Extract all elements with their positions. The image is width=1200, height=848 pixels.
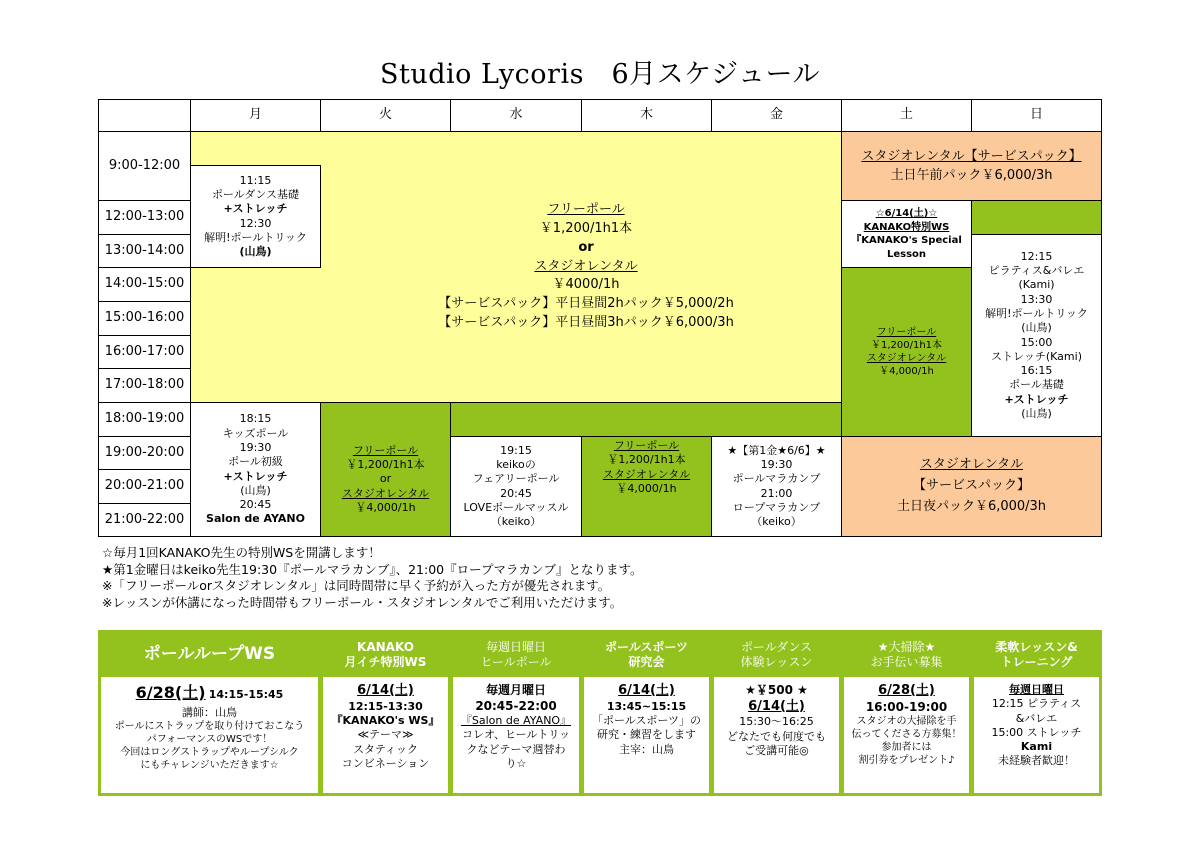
info-block-trial-lesson [711, 630, 842, 796]
lesson-name: キッズポール [222, 426, 289, 440]
time-label: 18:00-19:00 [98, 402, 191, 437]
time-label: 12:00-13:00 [98, 200, 191, 235]
ws-subtitle: 『KANAKO's Special [851, 235, 962, 246]
heading-line: ヒールポール [480, 655, 552, 669]
description: スタジオの大掃除を手 [856, 716, 957, 728]
wed-evening-lessons [450, 436, 582, 537]
lesson-time: 11:15 [239, 173, 272, 187]
info-block-pole-sports [581, 630, 712, 796]
lesson-name: ピラティス&バレエ [988, 264, 1085, 278]
instructor: Kami [1020, 740, 1053, 754]
lesson-time: 18:15 [239, 412, 272, 426]
time-label: 9:00-12:00 [98, 131, 191, 201]
heading-line: 柔軟レッスン& [995, 640, 1078, 654]
description: 主宰：山鳥 [619, 742, 674, 756]
heading-line: ★大掃除★ [877, 640, 936, 654]
studio-rental-label: スタジオレンタル [534, 258, 638, 274]
time-label: 16:00-17:00 [98, 335, 191, 369]
block-body [323, 677, 448, 771]
lesson-time: 12:15 [1020, 249, 1053, 263]
schedule-day: 毎週日曜日 [1009, 683, 1064, 696]
heading-line: トレーニング [1000, 655, 1073, 669]
block-heading [974, 633, 1099, 677]
event-date: 6/14(土) [618, 683, 675, 698]
block-body [974, 677, 1099, 769]
event-name: 『Salon de AYANO』 [460, 714, 572, 728]
lesson-extra: +ストレッチ [223, 202, 288, 216]
sun-green-slot [971, 200, 1102, 235]
description: 研究・練習をします [597, 728, 696, 742]
lesson-time: 19:15 [500, 443, 532, 457]
mon-evening-lessons [190, 402, 321, 537]
date-line [136, 683, 284, 704]
studio-rental-price: ￥4000/1h [552, 277, 620, 293]
studio-rental-price: ￥4,000/1h [616, 481, 677, 495]
event-time: 12:15-13:30 [348, 699, 423, 713]
heading-line: ポールループWS [143, 644, 276, 665]
rental-title: スタジオレンタル【サービスパック】 [861, 148, 1082, 164]
event-name: 『KANAKO's WS』 [331, 714, 440, 728]
free-pole-label: フリーポール [547, 202, 625, 218]
lesson-time: 20:45 [500, 486, 532, 500]
instructor: (山鳥) [240, 483, 271, 497]
info-block-heel-pole [450, 630, 582, 796]
ws-date: ☆6/14(土)☆ [875, 208, 938, 219]
instructor: (Kami) [1018, 278, 1055, 292]
lesson-name: 解明!ポールトリック [204, 230, 307, 244]
description: 伝ってくださる方募集！ [851, 729, 962, 741]
lesson-time: 21:00 [760, 486, 793, 500]
corner-cell [98, 99, 191, 132]
event-time: 14:15-15:45 [208, 688, 284, 701]
heading-line: 毎週日曜日 [485, 640, 546, 654]
instructor: （keiko） [751, 515, 802, 529]
day-header-fri: 金 [711, 99, 842, 132]
lesson-time: 19:30 [760, 457, 793, 471]
description: 割引券をプレゼント♪ [858, 755, 955, 767]
sat-free-pole [841, 267, 972, 437]
lesson-line: 15:00 ストレッチ [991, 725, 1082, 739]
description: コンビネーション [341, 757, 430, 771]
day-header-sat: 土 [841, 99, 972, 132]
description: ご受講可能◎ [744, 744, 809, 758]
note: ※レッスンが休講になった時間帯もフリーポール・スタジオレンタルでご利用いただけます。 [102, 594, 623, 610]
free-pole-price: ￥1,200/1h1本 [346, 458, 425, 472]
service-pack-3h: 【サービスパック】平日昼間3hパック￥6,000/3h [438, 315, 734, 331]
lesson-line: 12:15 ピラティス [991, 697, 1082, 711]
lesson-time: 12:30 [239, 216, 272, 230]
event-date: 6/28(土) [135, 683, 206, 702]
description: にもチャレンジいただきます☆ [140, 760, 279, 772]
lesson-name: LOVEポールマッスル [463, 500, 569, 514]
description: どなたでも何度でも [727, 729, 826, 743]
free-pole-label: フリーポール [876, 327, 937, 338]
lesson-name: keikoの [496, 457, 536, 471]
notes [102, 545, 642, 611]
lesson-time: 20:45 [239, 498, 272, 512]
lesson-name: フェアリーポール [472, 472, 560, 486]
block-heading [453, 633, 579, 677]
lesson-name: Salon de AYANO [206, 512, 305, 526]
lesson-extra: +ストレッチ [1004, 392, 1069, 406]
free-pole-price: ￥1,200/1h1本 [870, 340, 943, 351]
note: ※「フリーポールorスタジオレンタル」は同時間帯に早く予約が入った方が優先されます。 [102, 578, 611, 593]
description: ≪テーマ≫ [357, 728, 414, 742]
sat-special-ws [841, 200, 972, 268]
free-pole-label: フリーポール [352, 443, 419, 457]
info-block-kanako-ws [320, 630, 451, 796]
time-label: 14:00-15:00 [98, 267, 191, 302]
time-label: 17:00-18:00 [98, 368, 191, 403]
description: 「ポールスポーツ」の [591, 714, 701, 728]
heading-line: 体験レッスン [740, 655, 813, 669]
rental-price: 土日午前パック￥6,000/3h [890, 168, 1053, 183]
lesson-time: 16:15 [1020, 364, 1053, 378]
weekend-morning-rental [841, 131, 1102, 201]
day-header-sun: 日 [971, 99, 1102, 132]
page-title: Studio Lycoris 6月スケジュール [379, 59, 821, 90]
weekend-night-rental [841, 436, 1102, 537]
heading-line: お手伝い募集 [870, 655, 943, 669]
lesson-name: ポールダンス基礎 [211, 187, 300, 201]
block-body [453, 677, 579, 771]
rental-price: 土日夜パック￥6,000/3h [896, 498, 1047, 514]
description: クなどテーマ週替わ [466, 742, 566, 756]
instructor: (山鳥) [239, 245, 272, 259]
lesson-name: ポール基礎 [1009, 378, 1064, 392]
heading-line: ポールダンス [740, 640, 813, 654]
note: ☆毎月1回KANAKO先生の特別WSを開講します！ [102, 545, 381, 560]
sun-lessons [971, 234, 1102, 437]
instructor: （keiko） [490, 515, 542, 529]
event-date: 6/28(土) [878, 683, 935, 698]
rental-pack: 【サービスパック】 [912, 478, 1030, 494]
time-label: 13:00-14:00 [98, 234, 191, 268]
instructor: 講師：山鳥 [182, 705, 237, 719]
lesson-name: 解明!ポールトリック [985, 306, 1088, 320]
info-block-cleaning [841, 630, 972, 796]
info-block-pole-loop-ws [98, 630, 321, 796]
studio-rental-price: ￥4,000/1h [879, 366, 934, 377]
block-heading [844, 633, 969, 677]
lesson-name: ストレッチ(Kami) [990, 349, 1082, 363]
description: 参加者には [881, 742, 932, 754]
lesson-name: ポール初級 [228, 455, 283, 469]
day-header-tue: 火 [320, 99, 451, 132]
description: 未経験者歓迎！ [998, 754, 1075, 768]
ws-name: KANAKO特別WS [863, 221, 950, 233]
time-label: 15:00-16:00 [98, 301, 191, 336]
free-pole-price: ￥1,200/1h1本 [607, 453, 686, 467]
fri-evening-lessons [711, 436, 842, 537]
time-label: 20:00-21:00 [98, 469, 191, 504]
event-date: 6/14(土) [748, 698, 805, 714]
lesson-line: &バレエ [1015, 711, 1058, 725]
description: 今回はロングストラップやループシルク [120, 747, 299, 759]
lesson-name: ポールマラカンブ [732, 472, 821, 486]
note: ★第1金曜日はkeiko先生19:30『ポールマラカンブ』、21:00『ロープマラカンブ』となります。 [102, 561, 643, 577]
block-body [584, 677, 709, 757]
block-heading [584, 633, 709, 677]
or-label: or [578, 239, 594, 255]
block-heading [101, 633, 318, 677]
event-time: 16:00-19:00 [865, 699, 948, 714]
day-header-thu: 木 [581, 99, 712, 132]
heading-line: KANAKO [357, 640, 414, 654]
lesson-time: 13:30 [1020, 292, 1053, 306]
studio-rental-label: スタジオレンタル [866, 353, 947, 364]
instructor: (山鳥) [1021, 321, 1052, 335]
description: スタティック [352, 742, 419, 756]
description: ポールにストラップを取り付けておこなう [114, 721, 305, 733]
time-label: 21:00-22:00 [98, 503, 191, 537]
or-label: or [379, 472, 392, 486]
block-heading [323, 633, 448, 677]
block-heading [714, 633, 839, 677]
lesson-extra: +ストレッチ [223, 469, 288, 483]
studio-rental-label: スタジオレンタル [602, 467, 691, 481]
mon-midday-lesson [190, 165, 321, 268]
lesson-time: 19:30 [239, 440, 272, 454]
service-pack-2h: 【サービスパック】平日昼間2hパック￥5,000/2h [438, 296, 734, 312]
event-label: ★【第1金★6/6】★ [727, 443, 826, 457]
event-price: ★￥500 ★ [745, 683, 808, 697]
instructor: (山鳥) [1021, 406, 1052, 420]
block-body [101, 677, 318, 772]
info-block-flex-training [971, 630, 1102, 796]
studio-rental-label: スタジオレンタル [341, 486, 430, 500]
description: パフォーマンスのWSです！ [146, 734, 273, 746]
block-body [844, 677, 969, 767]
free-pole-price: ￥1,200/1h1本 [539, 220, 633, 236]
heading-line: 研究会 [628, 655, 665, 669]
heading-line: 月イチ特別WS [344, 655, 427, 669]
schedule-day: 毎週月曜日 [485, 683, 546, 697]
tue-evening-free [320, 402, 451, 537]
event-time: 13:45~15:15 [606, 699, 687, 713]
free-pole-label: フリーポール [613, 439, 680, 452]
ws-subtitle: Lesson [886, 248, 927, 260]
description: り☆ [505, 757, 527, 771]
block-body [714, 677, 839, 758]
studio-rental-price: ￥4,000/1h [355, 500, 416, 514]
lesson-name: ロープマラカンブ [732, 500, 821, 514]
event-date: 6/14(土) [357, 683, 414, 698]
description: コレオ、ヒールトリッ [462, 728, 570, 742]
thu-evening-free [581, 436, 712, 537]
heading-line: ポールスポーツ [605, 640, 688, 654]
event-time: 20:45-22:00 [475, 698, 557, 713]
time-label: 19:00-20:00 [98, 436, 191, 470]
rental-title: スタジオレンタル [919, 457, 1024, 473]
lesson-time: 15:00 [1020, 335, 1053, 349]
day-header-mon: 月 [190, 99, 321, 132]
day-header-wed: 水 [450, 99, 582, 132]
event-time: 15:30～16:25 [739, 715, 814, 729]
